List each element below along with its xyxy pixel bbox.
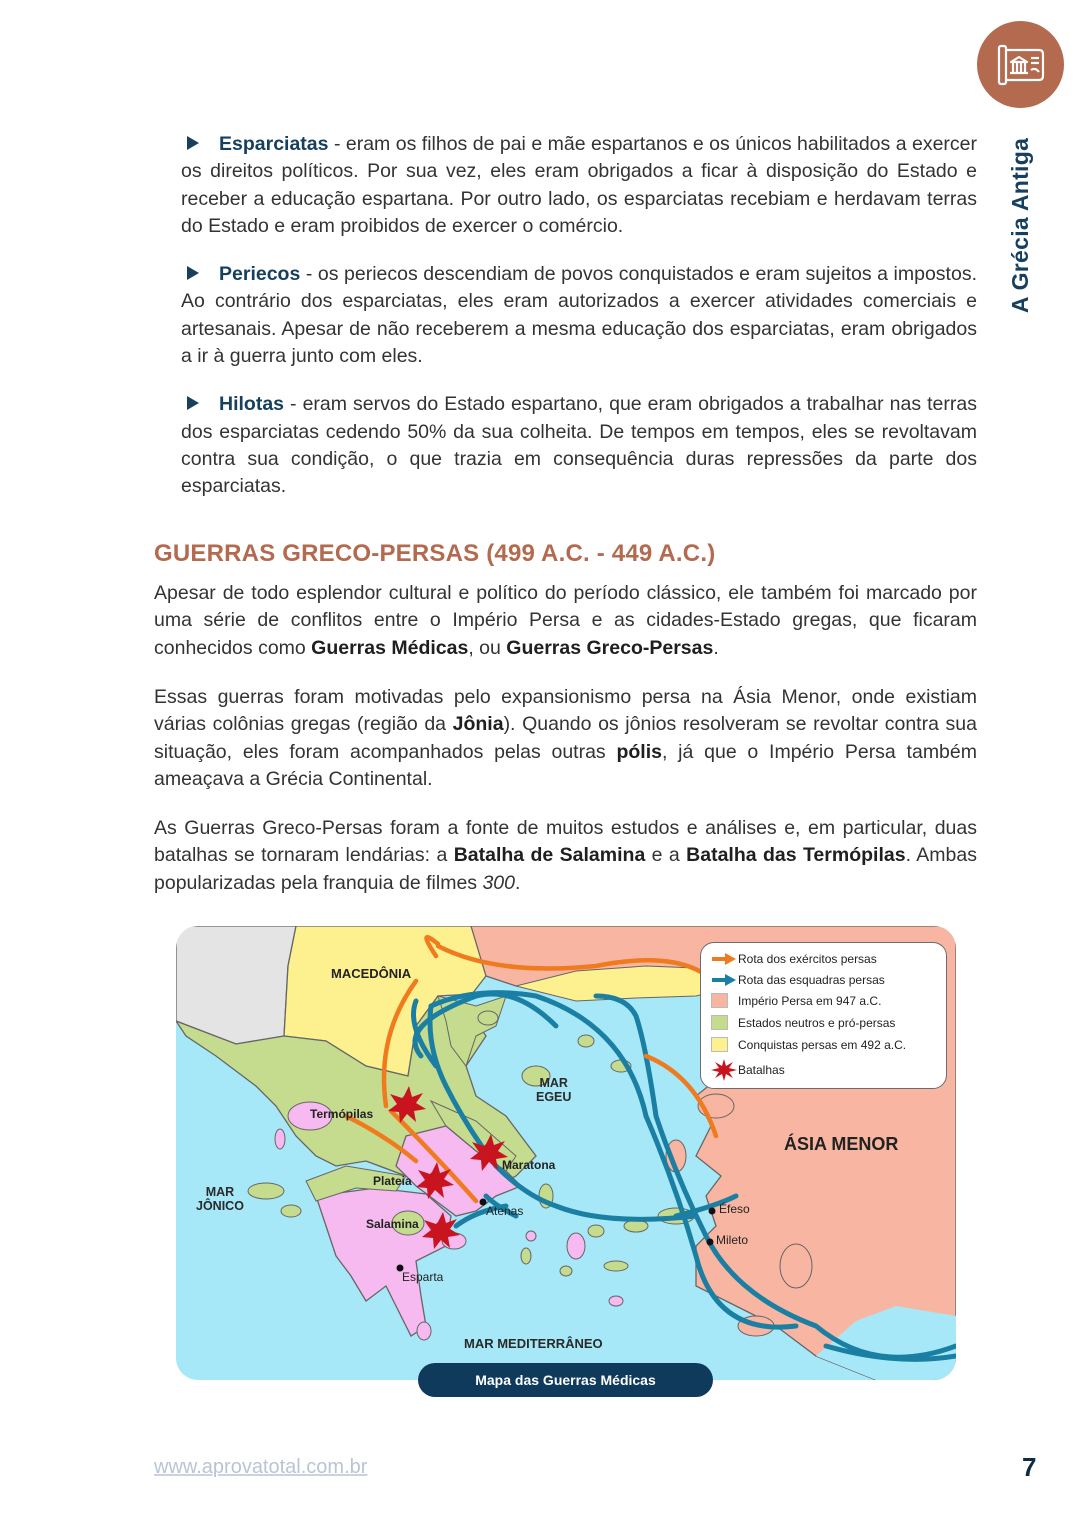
paragraph-1: Apesar de todo esplendor cultural e político do período clássico, ele também foi marcado por uma série de conflitos entre o Império Persa e as cidades-Estado gregas, que ficaram conhecidos como Guerras Médicas, ou Guerras Greco-Persas.	[154, 582, 977, 659]
list-item-hilotas: Hilotas - eram servos do Estado espartano, que eram obrigados a trabalhar nas terras dos esparciatas cedendo 50% da sua colheita. De tempos em tempos, eles se revoltavam contra sua condição, o que trazia em consequência duras repressões da parte dos esparciatas.	[181, 393, 977, 498]
label-mar-jonico: MAR JÔNICO	[196, 1185, 244, 1213]
legend-item-fleet-route: Rota das esquadras persas	[711, 973, 885, 987]
label-plateia: Plateia	[373, 1174, 412, 1188]
blue-arrow-icon	[711, 973, 738, 987]
website-link[interactable]: www.aprovatotal.com.br	[154, 1456, 368, 1478]
list-item-periecos: Periecos - os periecos descendiam de povos conquistados e eram sujeitos a impostos. Ao contrário dos esparciatas, eles eram autorizados a exercer atividades comerciais e artesanais. Apesar de não receberem a mesma educação dos esparciatas, eram obrigados a ir à guerra junto com eles.	[181, 263, 977, 368]
map-legend	[700, 942, 947, 1089]
label-atenas: Atenas	[486, 1204, 524, 1218]
label-esparta: Esparta	[402, 1270, 444, 1284]
battle-star-icon	[711, 1059, 738, 1081]
label-salamina: Salamina	[366, 1217, 419, 1231]
legend-item-neutral-states: Estados neutros e pró-persas	[711, 1015, 895, 1030]
legend-item-army-route: Rota dos exércitos persas	[711, 952, 877, 966]
label-mar-mediterraneo: MAR MEDITERRÂNEO	[464, 1336, 603, 1351]
label-maratona: Maratona	[502, 1158, 556, 1172]
label-mar-egeu: MAR EGEU	[536, 1076, 572, 1104]
legend-item-persian-empire: Império Persa em 947 a.C.	[711, 993, 881, 1008]
bullet-triangle-icon	[187, 396, 199, 410]
label-mileto: Mileto	[716, 1233, 749, 1247]
label-asia-menor: ÁSIA MENOR	[784, 1134, 899, 1154]
label-termopilas: Termópilas	[310, 1107, 374, 1121]
bullet-triangle-icon	[187, 136, 199, 150]
ancient-map-scroll-icon	[995, 42, 1047, 88]
section-title: GUERRAS GRECO-PERSAS (499 A.C. - 449 A.C.)	[154, 540, 716, 567]
paragraph-3: As Guerras Greco-Persas foram a fonte de muitos estudos e análises e, em particular, duas batalhas se tornaram lendárias: a Batalha de Salamina e a Batalha das Termópilas. Ambas popularizadas pela franquia de filmes 300.	[154, 817, 977, 894]
bullet-triangle-icon	[187, 266, 199, 280]
legend-item-persian-conquests: Conquistas persas em 492 a.C.	[711, 1037, 906, 1052]
map-caption: Mapa das Guerras Médicas	[418, 1363, 713, 1397]
social-classes-list	[181, 131, 977, 522]
chapter-badge	[977, 21, 1064, 108]
legend-item-battles: Batalhas	[711, 1059, 785, 1081]
label-efeso: Éfeso	[719, 1202, 750, 1216]
chapter-title: A Grécia Antiga	[1007, 137, 1034, 313]
orange-arrow-icon	[711, 952, 738, 966]
paragraph-2: Essas guerras foram motivadas pelo expansionismo persa na Ásia Menor, onde existiam várias colônias gregas (região da Jônia). Quando os jônios resolveram se revoltar contra sua situação, eles foram acompanhados pelas outras pólis, já que o Império Persa também ameaçava a Grécia Continental.	[154, 686, 977, 790]
page-number: 7	[1022, 1452, 1037, 1482]
list-item-esparciatas: Esparciatas - eram os filhos de pai e mãe espartanos e os únicos habilitados a exercer os direitos políticos. Por sua vez, eles eram obrigados a ficar à disposição do Estado e receber a educação espartana. Por outro lado, os esparciatas recebiam e herdavam terras do Estado e eram proibidos de exercer o comércio.	[181, 133, 977, 237]
neutral-states-swatch	[711, 1015, 728, 1030]
persian-empire-swatch	[711, 993, 728, 1008]
label-macedonia: MACEDÔNIA	[331, 966, 412, 981]
persian-conquests-swatch	[711, 1037, 728, 1052]
